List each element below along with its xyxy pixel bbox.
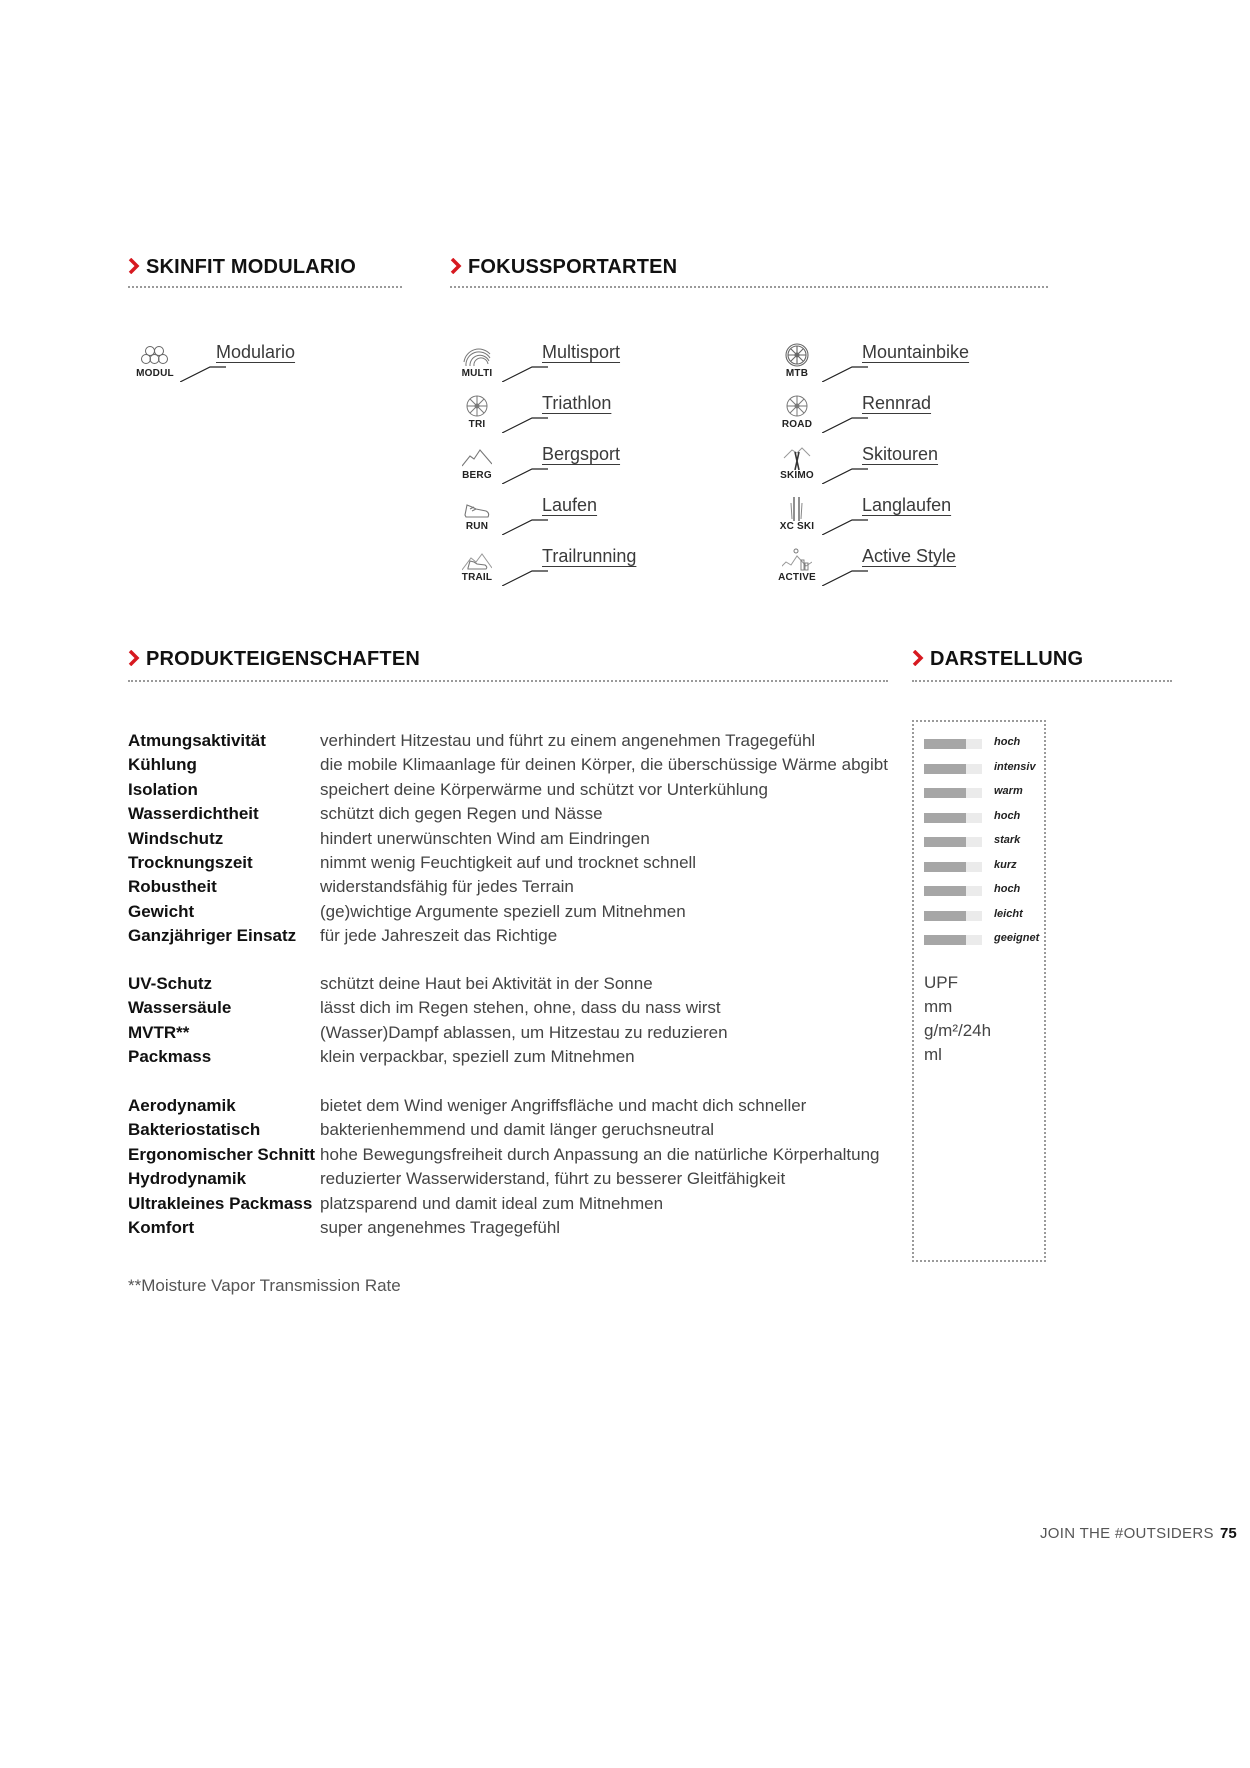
property-row <box>128 851 888 875</box>
property-description: speichert deine Körperwärme und schützt vor Unterkühlung <box>320 779 768 799</box>
legend-bar-fill <box>924 764 966 774</box>
legend-label: kurz <box>994 858 1017 871</box>
divider <box>450 286 1048 288</box>
mountain-icon <box>462 444 492 472</box>
chevron-right-icon <box>128 650 140 666</box>
divider <box>128 680 888 682</box>
sport-name-link[interactable]: Bergsport <box>542 444 621 464</box>
property-description: bakterienhemmend und damit länger geruchsneutral <box>320 1120 715 1140</box>
legend-bar-track <box>924 739 982 749</box>
legend-bar-row <box>924 832 1044 852</box>
section-title-fokussportarten: FOKUSSPORTARTEN <box>468 256 678 278</box>
property-row <box>128 924 888 948</box>
property-list-group-3 <box>128 1094 888 1240</box>
connector-line <box>502 570 548 586</box>
sport-entry-active <box>778 546 982 596</box>
mtb-wheel-icon <box>782 342 812 370</box>
sport-name-link[interactable]: Triathlon <box>542 393 612 413</box>
property-row <box>128 1118 888 1142</box>
chevron-right-icon <box>912 650 924 666</box>
sport-entry-tri <box>462 393 662 443</box>
legend-bar-row <box>924 759 1044 779</box>
sport-code: TRI <box>468 419 486 430</box>
property-name: Atmungsaktivität <box>128 731 266 750</box>
connector-line <box>502 366 548 382</box>
property-name: Wassersäule <box>128 998 232 1018</box>
property-description: (ge)wichtige Argumente speziell zum Mitnehmen <box>320 901 686 921</box>
legend-bar-track <box>924 911 982 921</box>
hexagon-cluster-icon <box>140 342 170 370</box>
legend-bar-row <box>924 808 1044 828</box>
legend-label: hoch <box>994 736 1021 748</box>
property-name: Hydrodynamik <box>128 1169 247 1189</box>
legend-bar-row <box>924 783 1044 803</box>
connector-line <box>502 417 548 433</box>
property-description: für jede Jahreszeit das Richtige <box>320 926 558 946</box>
property-row <box>128 1143 888 1167</box>
sport-entry-skimo <box>782 444 982 494</box>
legend-bar-row <box>924 881 1044 901</box>
property-description: hindert unerwünschten Wind am Eindringen <box>320 828 650 848</box>
property-name: Trocknungszeit <box>128 852 253 872</box>
sport-entry-berg <box>462 444 662 494</box>
property-name: Isolation <box>128 779 198 799</box>
legend-bar-fill <box>924 935 966 945</box>
property-name: Robustheit <box>128 877 217 897</box>
legend-bar-track <box>924 886 982 896</box>
sport-entry-road <box>782 393 982 443</box>
sport-code: MULTI <box>461 368 493 379</box>
sport-name-link[interactable]: Mountainbike <box>862 342 970 362</box>
divider <box>912 680 1172 682</box>
connector-line <box>822 468 868 484</box>
property-name: UV-Schutz <box>128 974 213 993</box>
sport-name-link[interactable]: Rennrad <box>862 393 932 413</box>
property-row <box>128 1167 888 1191</box>
property-row <box>128 729 888 753</box>
legend-bar-fill <box>924 813 966 823</box>
property-description: verhindert Hitzestau und führt zu einem angenehmen Tragegefühl <box>320 731 816 750</box>
legend-bar-row <box>924 930 1044 950</box>
property-row <box>128 753 888 777</box>
sport-code: ROAD <box>781 419 813 430</box>
property-row <box>128 778 888 802</box>
property-row <box>128 802 888 826</box>
sport-name-link[interactable]: Laufen <box>542 495 598 515</box>
sport-code: XC SKI <box>779 521 815 532</box>
triathlon-wheel-icon <box>462 393 492 421</box>
page-number: 75 <box>1220 1525 1237 1542</box>
legend-bar-track <box>924 764 982 774</box>
property-description: bietet dem Wind weniger Angriffsfläche und macht dich schneller <box>320 1096 807 1115</box>
property-description: widerstandsfähig für jedes Terrain <box>320 877 574 897</box>
legend-bar-fill <box>924 886 966 896</box>
xc-ski-icon <box>782 495 812 523</box>
modul-entry <box>136 342 340 392</box>
chevron-right-icon <box>450 258 462 274</box>
property-description: die mobile Klimaanlage für deinen Körper, die überschüssige Wärme abgibt <box>320 755 888 775</box>
legend-unit: mm <box>924 997 953 1016</box>
property-name: Kühlung <box>128 755 197 775</box>
property-description: schützt dich gegen Regen und Nässe <box>320 804 603 824</box>
property-description: lässt dich im Regen stehen, ohne, dass du nass wirst <box>320 998 721 1018</box>
property-description: platzsparend und damit ideal zum Mitnehmen <box>320 1193 664 1213</box>
sport-code: RUN <box>465 521 489 532</box>
property-name: Ultrakleines Packmass <box>128 1193 313 1213</box>
legend-bar-row <box>924 734 1044 754</box>
legend-label: stark <box>994 834 1021 846</box>
active-style-icon <box>782 546 812 574</box>
sport-code: MODUL <box>136 368 174 379</box>
property-row <box>128 1192 888 1216</box>
sport-code: SKIMO <box>780 470 814 481</box>
divider <box>128 286 402 288</box>
legend-bar-track <box>924 862 982 872</box>
sport-name-link[interactable]: Active Style <box>862 546 957 566</box>
property-description: klein verpackbar, speziell zum Mitnehmen <box>320 1047 635 1067</box>
connector-line <box>180 366 226 382</box>
property-list-group-1 <box>128 729 888 949</box>
property-row <box>128 972 888 996</box>
property-row <box>128 827 888 851</box>
property-name: Gewicht <box>128 901 195 921</box>
sport-entry-mtb <box>782 342 982 392</box>
property-description: super angenehmes Tragegefühl <box>320 1217 561 1237</box>
multisport-arcs-icon <box>462 342 492 370</box>
sport-name-link[interactable]: Multisport <box>542 342 621 362</box>
legend-label: geeignet <box>994 932 1040 944</box>
legend-label: hoch <box>994 883 1021 895</box>
section-title-darstellung: DARSTELLUNG <box>930 648 1084 670</box>
property-row <box>128 875 888 899</box>
legend-unit: UPF <box>924 973 958 992</box>
connector-line <box>822 366 868 382</box>
legend-unit: ml <box>924 1045 942 1064</box>
sport-name-link[interactable]: Skitouren <box>862 444 939 464</box>
skimo-icon <box>782 444 812 472</box>
footnote: **Moisture Vapor Transmission Rate <box>128 1276 401 1295</box>
property-name: Bakteriostatisch <box>128 1120 261 1140</box>
road-wheel-icon <box>782 393 812 421</box>
sport-code: BERG <box>462 470 492 481</box>
legend-unit: g/m²/24h <box>924 1021 992 1040</box>
section-title-produkteigenschaften: PRODUKTEIGENSCHAFTEN <box>146 648 421 670</box>
connector-line <box>502 468 548 484</box>
sport-entry-xcski <box>779 495 982 545</box>
legend-label: hoch <box>994 809 1021 822</box>
property-row <box>128 1045 888 1069</box>
sport-code: TRAIL <box>461 572 493 583</box>
legend-label: intensiv <box>994 760 1036 773</box>
connector-line <box>822 519 868 535</box>
property-name: Packmass <box>128 1047 212 1067</box>
legend-bar-row <box>924 857 1044 877</box>
legend-bar-fill <box>924 837 966 847</box>
legend-bar-fill <box>924 739 966 749</box>
legend-bar-track <box>924 788 982 798</box>
property-name: MVTR** <box>128 1022 190 1042</box>
property-row <box>128 996 888 1020</box>
legend-bar-track <box>924 837 982 847</box>
property-row <box>128 1021 888 1045</box>
footer-tagline: JOIN THE #OUTSIDERS <box>1040 1525 1214 1542</box>
connector-line <box>822 570 868 586</box>
property-row <box>128 1216 888 1240</box>
property-row <box>128 900 888 924</box>
legend-bar-fill <box>924 862 966 872</box>
sport-name-link[interactable]: Langlaufen <box>862 495 952 515</box>
sport-name-link[interactable]: Trailrunning <box>542 546 637 566</box>
property-name: Ergonomischer Schnitt <box>128 1144 316 1164</box>
legend-bar-fill <box>924 911 966 921</box>
property-name: Aerodynamik <box>128 1096 236 1115</box>
sport-name-link[interactable]: Modulario <box>216 342 296 362</box>
legend-bar-track <box>924 935 982 945</box>
sport-entry-multi <box>462 342 662 392</box>
chevron-right-icon <box>128 258 140 274</box>
property-description: nimmt wenig Feuchtigkeit auf und trocknet schnell <box>320 852 697 872</box>
property-name: Wasserdichtheit <box>128 804 259 824</box>
property-description: reduzierter Wasserwiderstand, führt zu besserer Gleitfähigkeit <box>320 1169 786 1189</box>
connector-line <box>502 519 548 535</box>
property-description: hohe Bewegungsfreiheit durch Anpassung an die natürliche Körperhaltung <box>320 1144 880 1164</box>
property-description: (Wasser)Dampf ablassen, um Hitzestau zu reduzieren <box>320 1022 728 1042</box>
property-row <box>128 1094 888 1118</box>
sport-entry-run <box>462 495 662 545</box>
property-name: Windschutz <box>128 828 224 848</box>
sport-code: ACTIVE <box>778 572 816 583</box>
legend-label: warm <box>994 785 1023 797</box>
section-title-modulario: SKINFIT MODULARIO <box>146 256 357 278</box>
property-name: Ganzjähriger Einsatz <box>128 926 297 946</box>
connector-line <box>822 417 868 433</box>
legend-label: leicht <box>994 907 1023 920</box>
legend-box <box>912 720 1046 1262</box>
legend-bar-track <box>924 813 982 823</box>
legend-bar-row <box>924 906 1044 926</box>
property-name: Komfort <box>128 1217 195 1237</box>
trail-shoe-icon <box>462 546 492 574</box>
running-shoe-icon <box>462 495 492 523</box>
sport-code: MTB <box>785 368 809 379</box>
property-description: schützt deine Haut bei Aktivität in der Sonne <box>320 974 653 993</box>
legend-bar-fill <box>924 788 966 798</box>
sport-entry-trail <box>462 546 662 596</box>
property-list-group-2 <box>128 972 888 1070</box>
